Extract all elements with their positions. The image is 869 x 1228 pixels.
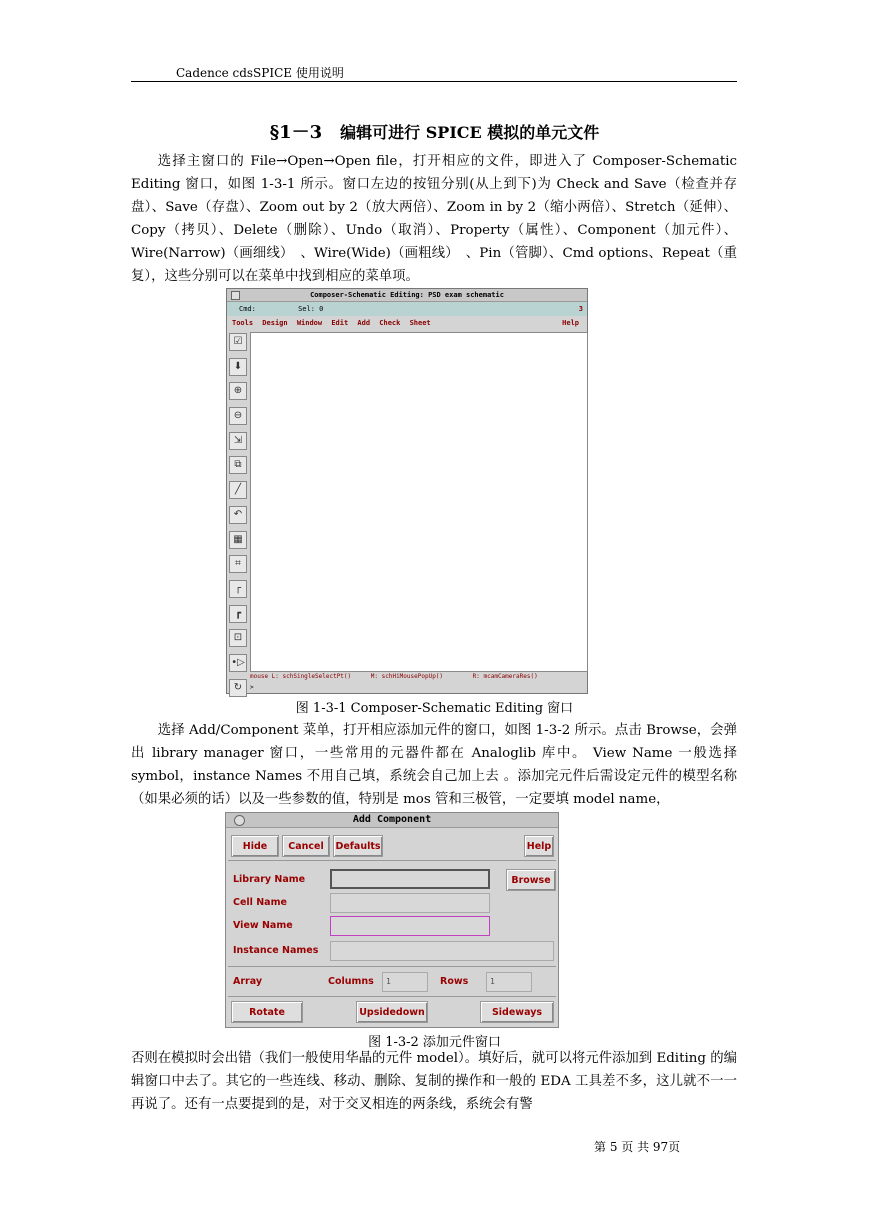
help-button[interactable]: Help [524,835,554,857]
menu-window[interactable]: Window [296,319,323,327]
array-label: Array [233,976,263,987]
upsidedown-button[interactable]: Upsidedown [356,1001,428,1023]
stretch-icon[interactable]: ⇲ [229,432,247,450]
zoom-in-icon[interactable]: ⊖ [229,407,247,425]
cmd-bar [227,302,587,316]
view-name-label: View Name [233,920,293,931]
status-right: R: mcamCameraRes() [472,673,538,680]
rows-label: Rows [440,976,469,987]
menu-design[interactable]: Design [262,319,288,327]
hide-button[interactable]: Hide [231,835,279,857]
menu-help[interactable]: Help [562,319,579,327]
add-component-dialog [225,812,559,1028]
paragraph-3: 否则在模拟时会出错（我们一般使用华晶的元件 model）。填好后，就可以将元件添加到 Editing 的编辑窗口中去了。其它的一些连线、移动、删除、复制的操作和一般的 EDA 工具差不多，这儿就不一一再说了。还有一点要提到的是，对于交叉相连的两条线，系统会有警 [131,1051,737,1112]
mouse-status-bar [250,672,586,682]
repeat-icon[interactable]: ↻ [229,679,247,697]
menu-bar [227,317,587,329]
menu-sheet[interactable]: Sheet [409,319,431,327]
rotate-button[interactable]: Rotate [231,1001,303,1023]
window-titlebar [227,289,587,302]
page-footer: 第 5 页 共 97页 [594,1140,681,1154]
section-heading [0,118,869,144]
status-left: mouse L: schSingleSelectPt() [250,673,352,680]
page-header: Cadence cdsSPICE 使用说明 [176,66,344,80]
undo-icon[interactable]: ↶ [229,506,247,524]
columns-field[interactable]: 1 [382,972,428,992]
header-rule [131,81,737,82]
figure-2-caption: 图 1-3-2 添加元件窗口 [368,1035,501,1050]
corner-number: 3 [578,305,583,313]
tool-palette [229,333,247,703]
save-icon[interactable]: ⬇ [229,358,247,376]
library-name-field[interactable] [330,869,490,889]
paragraph-2: 选择 Add/Component 菜单，打开相应添加元件的窗口，如图 1-3-2 所示。点击 Browse，会弹出 library manager 窗口，一些常用的元器件都在 Analoglib 库中。 View Name 一般选择 symbol，instance Names 不用自己填，系统会自己加上去 。添加完元件后需设定元件的模型名称（如果必须的话）以及一些参数的值，特别是 mos 管和三极管，一定要填 model name， [131,723,737,807]
cmd-options-icon[interactable]: •▷ [229,654,247,672]
command-prompt[interactable]: > [250,684,254,691]
columns-label: Columns [328,976,374,987]
instance-names-label: Instance Names [233,945,319,956]
wire-wide-icon[interactable]: ┏ [229,605,247,623]
divider [228,996,556,997]
section-number: §1－3 [269,122,323,143]
menu-add[interactable]: Add [357,319,371,327]
menu-edit[interactable]: Edit [331,319,349,327]
divider [228,860,556,861]
divider [228,966,556,967]
copy-icon[interactable]: ⧉ [229,456,247,474]
library-name-label: Library Name [233,874,306,885]
menu-tools[interactable]: Tools [232,319,254,327]
cancel-button[interactable]: Cancel [282,835,330,857]
defaults-button[interactable]: Defaults [333,835,383,857]
dialog-menu-icon[interactable] [234,815,245,826]
sel-label: Sel: 0 [298,305,324,313]
dialog-titlebar [226,813,558,828]
instance-names-field[interactable] [330,941,554,961]
pin-icon[interactable]: ⊡ [229,629,247,647]
browse-button[interactable]: Browse [506,869,556,891]
window-title: Composer-Schematic Editing: PSD exam schematic [310,291,504,299]
schematic-canvas[interactable] [250,332,588,672]
zoom-out-icon[interactable]: ⊕ [229,382,247,400]
cell-name-label: Cell Name [233,897,287,908]
view-name-field[interactable] [330,916,490,936]
delete-icon[interactable]: ╱ [229,481,247,499]
wire-narrow-icon[interactable]: ┌ [229,580,247,598]
schematic-editor-window [226,288,588,694]
window-menu-icon[interactable] [231,291,240,300]
sideways-button[interactable]: Sideways [480,1001,554,1023]
component-icon[interactable]: ⌗ [229,555,247,573]
cmd-label: Cmd: [239,305,256,313]
cell-name-field[interactable] [330,893,490,913]
section-title: 编辑可进行 SPICE 模拟的单元文件 [340,123,600,142]
dialog-title: Add Component [352,814,432,825]
paragraph-1: 选择主窗口的 File→Open→Open file，打开相应的文件，即进入了 Composer-Schematic Editing 窗口，如图 1-3-1 所示。窗口左边的按钮分别(从上到下)为 Check and Save（检查并存盘）、Save（存盘）、Zoom out by 2（放大两倍）、Zoom in by 2（缩小两倍）、Stretch（延伸）、Copy（拷贝）、Delete（删除）、Undo（取消）、Property（属性）、Component（加元件）、Wire(Narrow)（画细线） 、Wire(Wide)（画粗线） 、Pin（管脚）、Cmd options、Repeat（重复），这些分别可以在菜单中找到相应的菜单项。 [131,154,737,284]
rows-field[interactable]: 1 [486,972,532,992]
status-middle: M: schHiMousePopUp() [370,673,444,680]
check-save-icon[interactable]: ☑ [229,333,247,351]
figure-1-caption: 图 1-3-1 Composer-Schematic Editing 窗口 [295,701,574,716]
property-icon[interactable]: ▦ [229,531,247,549]
menu-check[interactable]: Check [379,319,401,327]
